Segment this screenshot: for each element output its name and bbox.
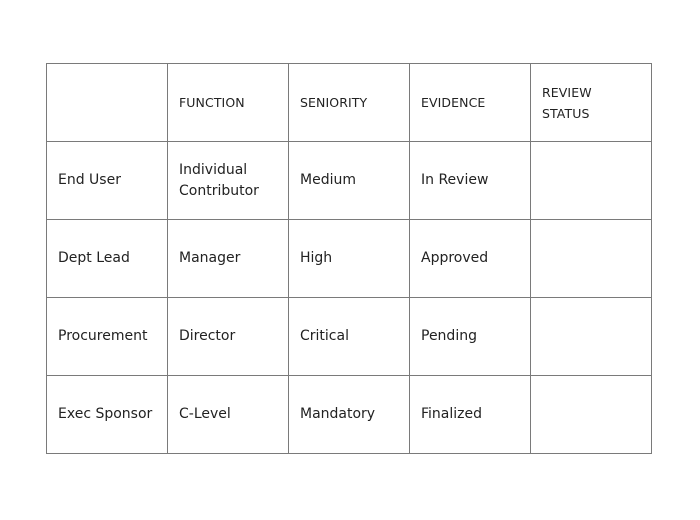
seniority-cell: Medium xyxy=(289,142,410,220)
function-cell: C-Level xyxy=(168,376,289,454)
function-cell: Manager xyxy=(168,220,289,298)
row-label: End User xyxy=(47,142,168,220)
function-cell: Director xyxy=(168,298,289,376)
stakeholder-matrix-table xyxy=(46,63,652,454)
table-header-row xyxy=(47,64,652,142)
review-status-cell xyxy=(531,298,652,376)
evidence-cell: Approved xyxy=(410,220,531,298)
table-row xyxy=(47,142,652,220)
function-cell: Individual Contributor xyxy=(168,142,289,220)
header-corner-cell xyxy=(47,64,168,142)
table-row xyxy=(47,298,652,376)
evidence-cell: Pending xyxy=(410,298,531,376)
seniority-cell: Critical xyxy=(289,298,410,376)
seniority-cell: High xyxy=(289,220,410,298)
table-row xyxy=(47,220,652,298)
header-seniority: SENIORITY xyxy=(289,64,410,142)
row-label: Dept Lead xyxy=(47,220,168,298)
header-evidence: EVIDENCE xyxy=(410,64,531,142)
header-review-status: REVIEW STATUS xyxy=(531,64,652,142)
review-status-cell xyxy=(531,220,652,298)
header-function: FUNCTION xyxy=(168,64,289,142)
row-label: Exec Sponsor xyxy=(47,376,168,454)
row-label: Procurement xyxy=(47,298,168,376)
seniority-cell: Mandatory xyxy=(289,376,410,454)
review-status-cell xyxy=(531,142,652,220)
evidence-cell: Finalized xyxy=(410,376,531,454)
review-status-cell xyxy=(531,376,652,454)
evidence-cell: In Review xyxy=(410,142,531,220)
table-row xyxy=(47,376,652,454)
